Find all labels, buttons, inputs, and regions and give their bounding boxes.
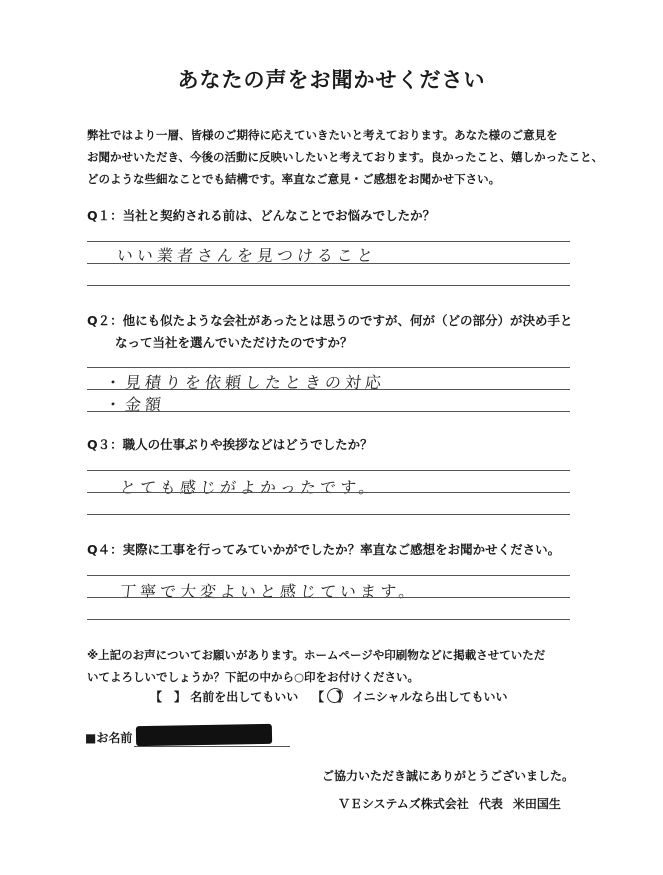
question-3: Q３：職人の仕事ぶりや挨拶などはどうでしたか？ xyxy=(87,437,373,452)
answer-2b[interactable]: ・金額 xyxy=(103,395,166,414)
intro-line: どのような些細なことでも結構です。率直なご意見・ご感想をお聞かせ下さい。 xyxy=(87,172,501,186)
answer-line xyxy=(87,492,570,493)
answer-3[interactable]: とても感じがよかったです。 xyxy=(118,478,380,497)
closing-message: ご協力いただき誠にありがとうございました。 xyxy=(322,769,575,783)
consent-note xyxy=(87,644,545,688)
answer-line xyxy=(87,411,570,412)
option-name[interactable] xyxy=(150,688,298,705)
answer-line xyxy=(87,470,570,471)
question-2 xyxy=(87,310,573,354)
company-signature xyxy=(338,795,561,812)
intro-line: 弊社ではより一層、皆様のご期待に応えていきたいと考えております。あなた様のご意見を xyxy=(87,128,558,142)
answer-4[interactable]: 丁寧で大変よいと感じています。 xyxy=(118,582,420,601)
answer-line xyxy=(87,597,570,598)
company-name: ＶＥシステムズ株式会社 xyxy=(338,797,469,811)
rep-title: 代表 xyxy=(478,797,503,811)
answer-1[interactable]: いい業者さんを見つけること xyxy=(115,246,378,265)
intro-line: お聞かせいただき、今後の活動に反映いしたいと考えております。良かったこと、嬉しかったこと、 xyxy=(87,150,604,164)
answer-line xyxy=(87,619,570,620)
answer-line xyxy=(87,241,570,242)
consent-line1: ※上記のお声についてお願いがあります。ホームページや印刷物などに掲載させていただ xyxy=(87,648,546,662)
question-4: Q４：実際に工事を行ってみていかがでしたか？率直なご感想をお聞かせください。 xyxy=(87,542,561,557)
answer-line xyxy=(87,367,570,368)
intro-text xyxy=(87,124,604,190)
option-label: イニシャルなら出してもいい xyxy=(352,690,508,704)
name-line xyxy=(134,746,290,747)
consent-line2: いてよろしいでしょうか？下記の中から○印をお付けください。 xyxy=(87,670,420,684)
question-2-line2: なって当社を選んでいただけたのですか？ xyxy=(115,335,353,350)
question-2-line1: Q２：他にも似たような会社があったとは思うのですが、何が（どの部分）が決め手と xyxy=(87,313,573,328)
answer-line xyxy=(87,514,570,515)
option-checkbox[interactable]: 【 】 xyxy=(150,690,187,704)
rep-name: 米田国生 xyxy=(512,797,561,811)
answer-line xyxy=(87,263,570,264)
option-label: 名前を出してもいい xyxy=(190,690,299,704)
answer-line xyxy=(87,575,570,576)
answer-line xyxy=(87,285,570,286)
question-1: Q１：当社と契約される前は、どんなことでお悩みでしたか？ xyxy=(87,208,436,223)
answer-line xyxy=(87,389,570,390)
name-label: ■お名前 xyxy=(85,731,133,745)
option-checkbox[interactable]: 【 】 xyxy=(312,690,349,704)
redacted-name xyxy=(136,724,272,746)
answer-2a[interactable]: ・見積りを依頼したときの対応 xyxy=(103,373,386,392)
page-title: あなたの声をお聞かせください xyxy=(177,68,486,92)
